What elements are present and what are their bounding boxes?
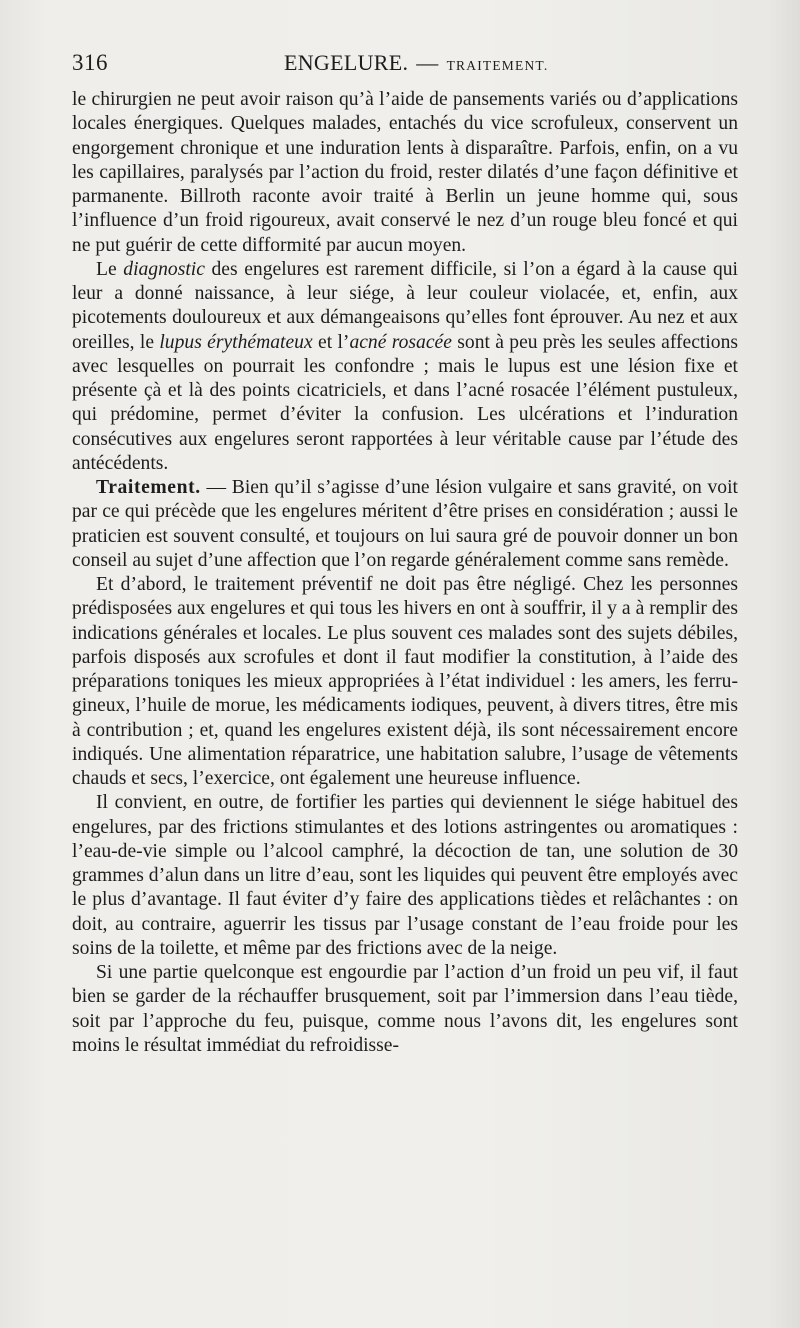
section-heading-traitement: Traitement. — [96, 477, 201, 498]
paragraph-continuation: le chirurgien ne peut avoir raison qu’à l’aide de pansements variés ou d’applications locales énergiques. Quelques malades, entachés du vice scrofuleux, conservent un engorgement chronique et une induration lents à disparaître. Parfois, enfin, on a vu les capillaires, paralysés par l’action du froid, rester dilatés d’une façon définitive et parmanente. Billroth raconte avoir traité à Berlin un jeune homme qui, sous l’influence d’un froid rigoureux, avait conservé le nez d’un rouge bleu foncé et qui ne put guérir de cette difformité par aucun moyen. — [72, 89, 738, 256]
text-run: et l’ — [312, 331, 350, 353]
page-number: 316 — [72, 50, 108, 75]
running-title — [284, 50, 548, 76]
chapter-title: ENGELURE. — [284, 50, 409, 75]
text-run: Le — [96, 258, 124, 280]
text-run: sont à peu près les seules affections avec lesquelles on pourrait les confondre ; mais le lupus est une lésion fixe et présente çà et là des points cicatriciels, et dans l’acné rosacée l’élément pustuleux, qui prédomine, permet d’éviter la confusion. Les ulcérations et l’induration consécutives aux engelures seront rapportées à leur véritable cause par l’étude des antécédents. — [72, 331, 739, 474]
emphasis-lupus: lupus érythémateux — [159, 331, 313, 353]
emphasis-acne: acné rosacée — [349, 331, 452, 353]
paragraph-fortifier: Il convient, en outre, de fortifier les parties qui deviennent le siége habituel des engelures, par des frictions stimulantes et des lotions astringentes ou aromatiques : l’eau-de-vie simple ou l’alcool camphré, la décoction de tan, une solution de 30 grammes d’alun dans un litre d’eau, sont les liquides qui peuvent être employés avec le plus d’avantage. Il faut éviter d’y faire des applications tièdes et relâchantes : on doit, au contraire, aguerrir les tissus par l’usage constant de l’eau froide pour les soins de la toilette, et même par des frictions avec de la neige. — [72, 792, 738, 959]
body-text — [72, 88, 738, 1058]
running-header — [72, 50, 740, 84]
text-run: — Bien qu’il s’agisse d’une lésion vulgaire et sans gravité, on voit par ce qui précède que les engelures méritent d’être prises en considération ; aussi le praticien est souvent consulté, et toujours on lui saura gré de pouvoir donner un bon conseil au sujet d’une affection que l’on regarde généralement comme sans remède. — [72, 477, 738, 571]
text-run: des engelures est rarement difficile, si l’on a égard à la cause qui leur a donné naissance, à leur siége, à leur couleur violacée, et, enfin, aux picotements douloureux et aux démangeaisons qu’elles font éprouver. Au nez et aux oreilles, le — [72, 258, 738, 353]
paragraph-diagnostic — [72, 258, 738, 476]
emphasis-diagnostic: diagnostic — [123, 258, 205, 280]
paragraph-preventif: Et d’abord, le traitement préventif ne doit pas être négligé. Chez les personnes prédisposées aux engelures et qui tous les hivers en ont à souffrir, il y a à remplir des indications générales et locales. Le plus souvent ces malades sont des sujets débiles, parfois disposés aux scrofules et dont il faut modifier la constitution, à l’aide des préparations toniques les mieux appropriées à l’état individuel : les amers, les ferrugineux, l’huile de morue, les médicaments iodiques, peuvent, à divers titres, être mis à contribution ; et, quand les engelures existent déjà, ils sont nécessairement encore indiqués. Une alimentation réparatrice, une habitation salubre, l’usage de vêtements chauds et secs, l’exercice, ont également une heureuse influence. — [72, 574, 738, 789]
paragraph-traitement — [72, 476, 738, 573]
paragraph-engourdie: Si une partie quelconque est engourdie par l’action d’un froid un peu vif, il faut bien se garder de la réchauffer brusquement, soit par l’immersion dans l’eau tiède, soit par l’approche du feu, puisque, comme nous l’avons dit, les engelures sont moins le résultat immédiat du refroidisse- — [72, 962, 738, 1056]
section-title: TRAITEMENT. — [446, 58, 549, 73]
title-dash: — — [416, 50, 439, 75]
